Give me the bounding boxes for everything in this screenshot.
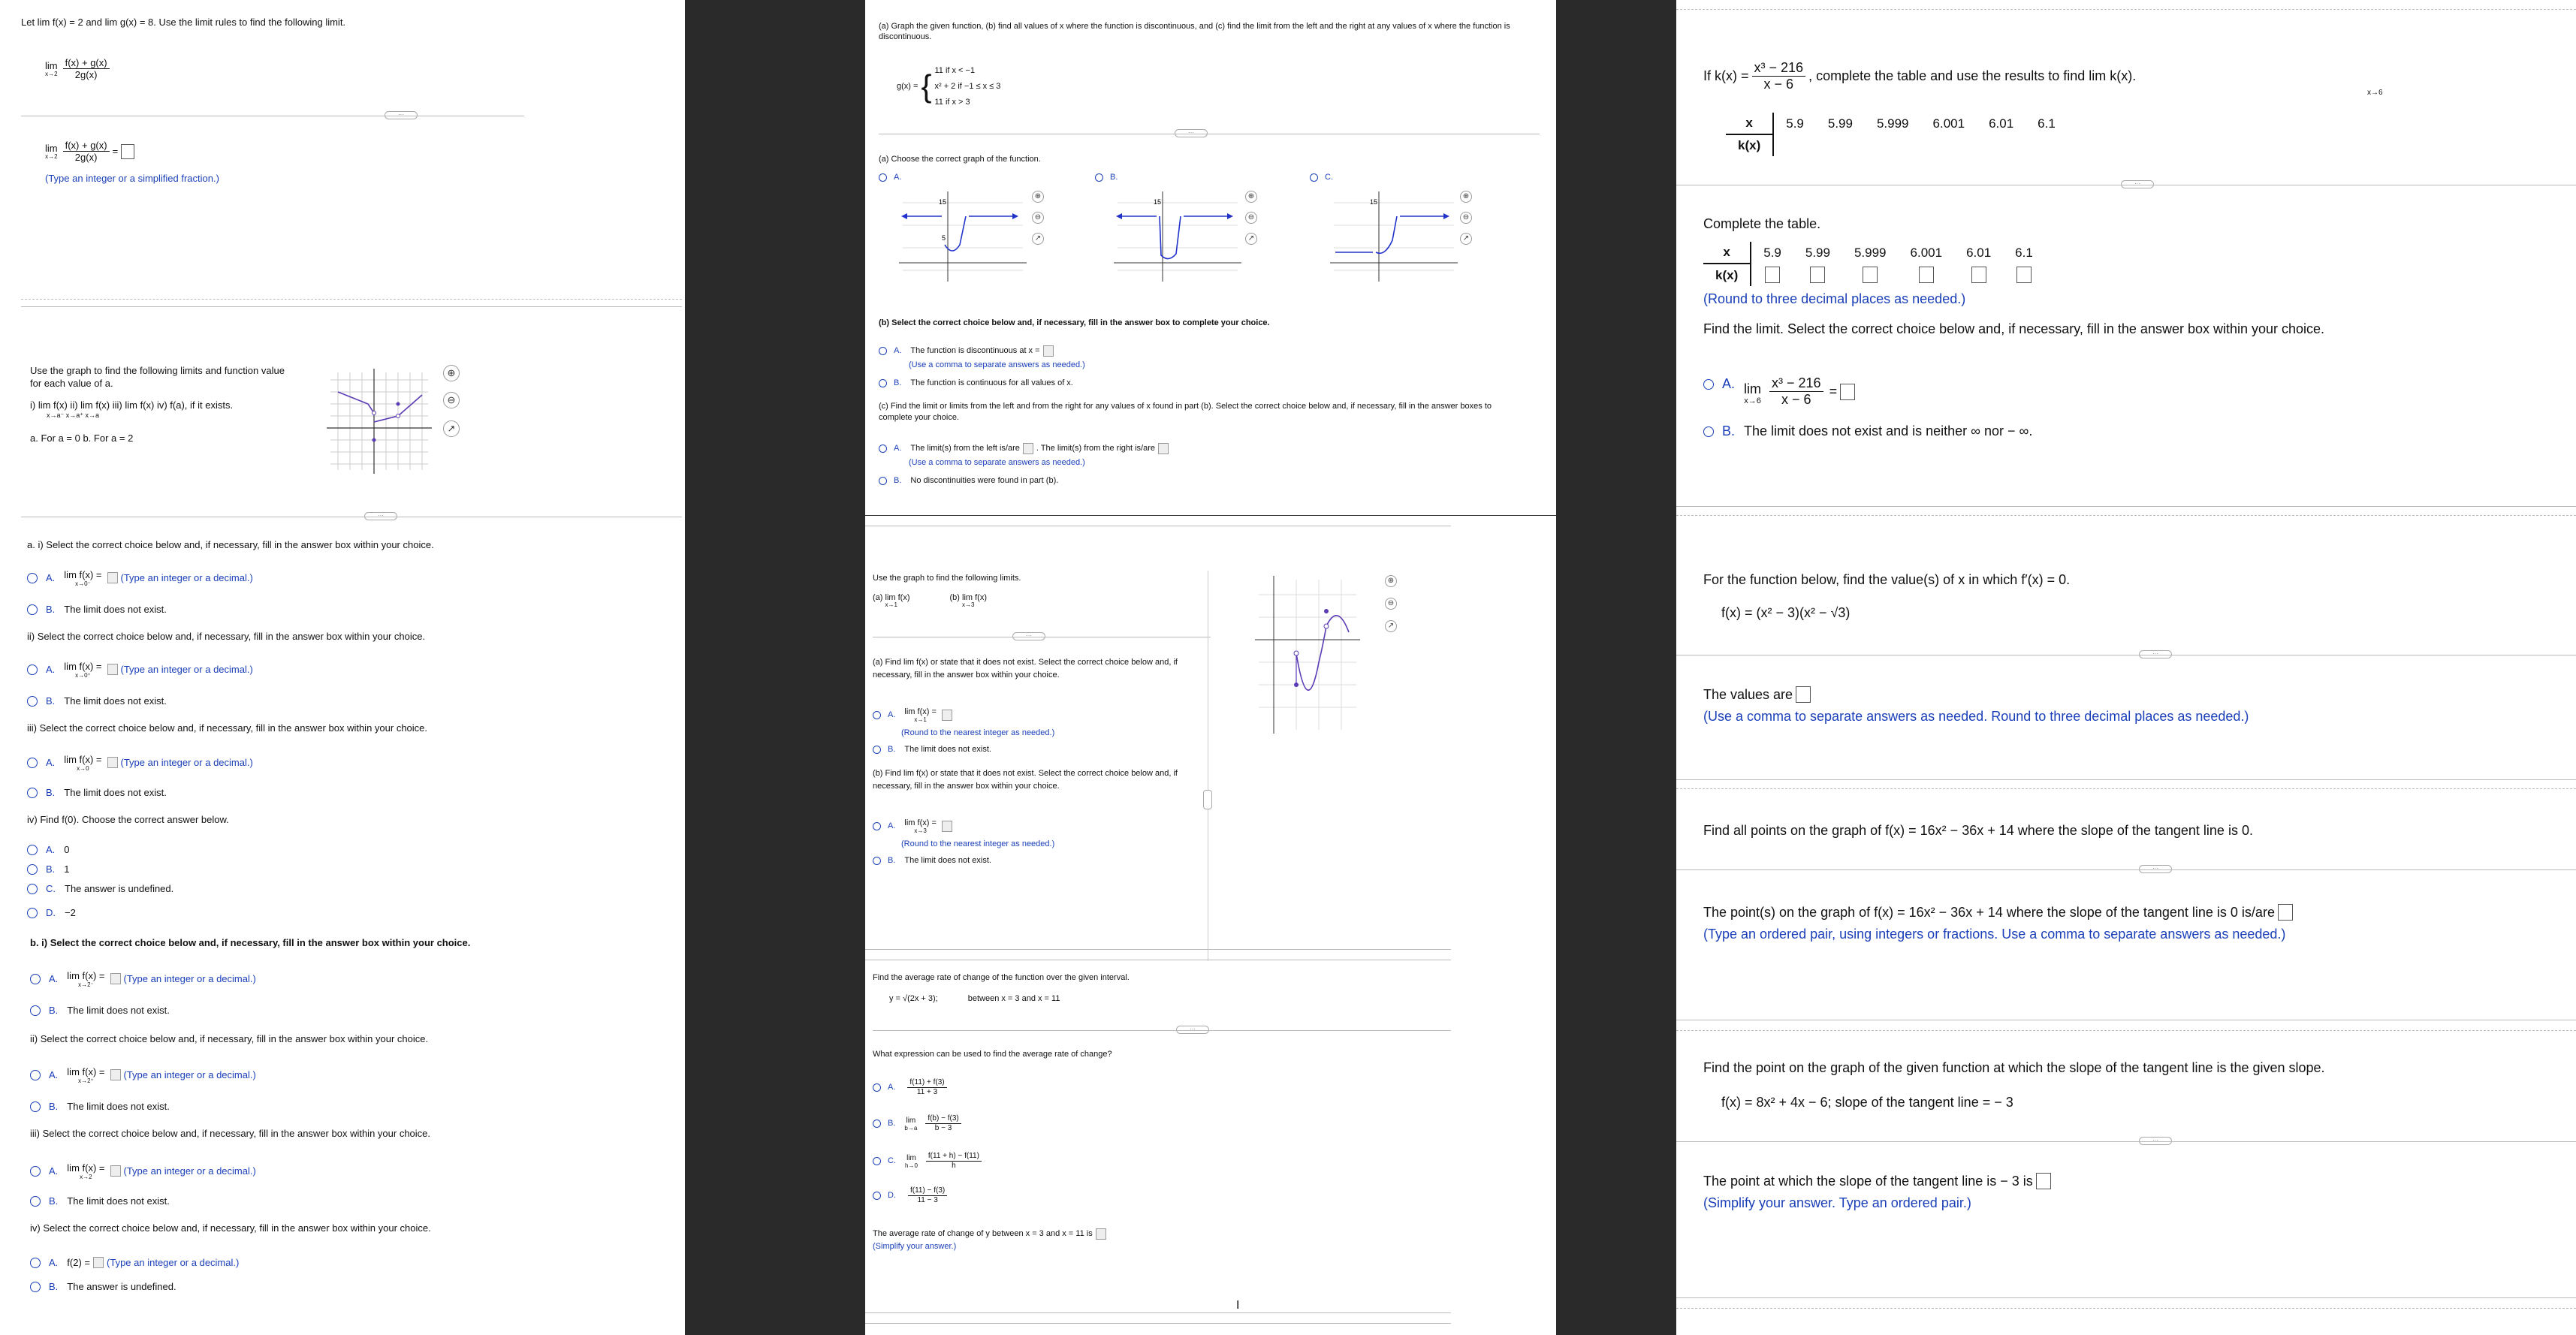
p3q2-answer-box[interactable]: [1796, 686, 1811, 703]
p2q1-c-option-a[interactable]: A. The limit(s) from the left is/are . The limit(s) from the right is/are: [879, 443, 1169, 454]
p2q3-option-a[interactable]: A. $\frac{f(11) + f(3)}{11 + 3}$: [873, 1078, 950, 1097]
k-box-1[interactable]: [1765, 267, 1780, 283]
b-iii-option-b[interactable]: B. The limit does not exist.: [30, 1195, 170, 1207]
p2q2-a-prompt: (a) Find lim f(x) or state that it does not exist. Select the correct choice below and, if necessary, fill in the answer box within your choice.: [873, 658, 1178, 680]
p3q2-intro: For the function below, find the value(s) of x in which f′(x) = 0.: [1703, 572, 2071, 587]
section-a-prompt: a. i) Select the correct choice below and, if necessary, fill in the answer box within your choice.: [27, 539, 434, 550]
b-i-option-a[interactable]: A. lim f(x) = x→2⁻ (Type an integer or a decimal.): [30, 970, 256, 988]
p2q1-c-option-b[interactable]: B. No discontinuities were found in part (b).: [879, 476, 1058, 486]
p2q3-answer-box[interactable]: [1096, 1228, 1106, 1240]
expand-button[interactable]: ···: [2139, 650, 2172, 658]
tick-label: 15: [1154, 198, 1162, 206]
q1-answer: lim x→2 $\frac{f(x) + g(x)}{2g(x)}$ =: [45, 140, 134, 163]
a-iii-prompt: iii) Select the correct choice below and, if necessary, fill in the answer box within your choice.: [27, 722, 428, 734]
p3q1-option-a[interactable]: A. lim x→6 $\frac{\text{x³ − 216}}{x - 6}$ =: [1703, 360, 1855, 408]
a-ii-prompt: ii) Select the correct choice below and, if necessary, fill in the answer box within your choice.: [27, 631, 426, 642]
b-iv-option-b[interactable]: B. The answer is undefined.: [30, 1281, 176, 1293]
p2q1-b-option-b[interactable]: B. The function is continuous for all values of x.: [879, 378, 1073, 388]
zoom-out-icon[interactable]: ⊖: [1385, 598, 1397, 610]
p3q1-find-limit: Find the limit. Select the correct choice below and, if necessary, fill in the answer box within your choice.: [1703, 321, 2325, 336]
a-iv-option-d[interactable]: D. −2: [27, 907, 76, 919]
b-iii-option-a[interactable]: A. lim f(x) = x→2 (Type an integer or a decimal.): [30, 1162, 256, 1180]
a-iii-option-b[interactable]: B. The limit does not exist.: [27, 787, 167, 799]
text-cursor-icon: I: [1236, 1299, 1240, 1312]
p2q2-b-option-b[interactable]: B. The limit does not exist.: [873, 856, 991, 866]
expand-button[interactable]: ···: [2121, 180, 2154, 188]
a-ii-option-a[interactable]: A. lim f(x) = x→0⁺ (Type an integer or a decimal.): [27, 661, 253, 679]
p2q1-intro: (a) Graph the given function, (b) find all values of x where the function is discontinuous, and (c) find the limit from the left and the right at any values of x where the function is discontinuous.: [879, 22, 1510, 42]
expand-button[interactable]: ···: [2139, 865, 2172, 873]
p2q2-intro: Use the graph to find the following limits.: [873, 574, 1021, 583]
p3q1-limit-box[interactable]: [1840, 384, 1855, 400]
zoom-in-icon[interactable]: ⊕: [1460, 191, 1472, 203]
q2-graph: [323, 365, 436, 478]
expand-button[interactable]: ···: [1012, 632, 1045, 640]
p2q1-c-prompt: (c) Find the limit or limits from the left and from the right for any values of x found in part (b). Select the correct choice below and, if necessary, fill in the answer boxes to complete your choice.: [879, 402, 1492, 422]
k-box-3[interactable]: [1863, 267, 1878, 283]
graph-c: [1326, 188, 1461, 285]
b-i-option-b[interactable]: B. The limit does not exist.: [30, 1005, 170, 1017]
b-iv-option-a[interactable]: A. f(2) = (Type an integer or a decimal.): [30, 1257, 239, 1269]
q1-expression: lim x→2 $\frac{f(x) + g(x)}{2g(x)}$: [45, 57, 113, 80]
resize-handle[interactable]: [1203, 790, 1212, 809]
p2q2-b-prompt: (b) Find lim f(x) or state that it does not exist. Select the correct choice below and, if necessary, fill in the answer box within your choice.: [873, 769, 1178, 791]
q1-answer-box[interactable]: [121, 144, 134, 159]
b-ii-option-b[interactable]: B. The limit does not exist.: [30, 1101, 170, 1113]
b-ii-option-a[interactable]: A. lim f(x) = x→2⁺ (Type an integer or a decimal.): [30, 1066, 256, 1084]
graph-option-a[interactable]: A.: [879, 173, 907, 182]
p2q1-a-prompt: (a) Choose the correct graph of the function.: [879, 155, 1041, 164]
graph-option-c[interactable]: C.: [1310, 173, 1339, 182]
p2q1-piecewise: g(x) = { 11 if x < −1 x² + 2 if −1 ≤ x ≤ 3 11 if x > 3: [897, 66, 1001, 107]
p2q3-option-b[interactable]: B. lim b→a $\frac{f(b) - f(3)}{b - 3}$: [873, 1114, 964, 1133]
p2q1-b-option-a[interactable]: A. The function is discontinuous at x =: [879, 345, 1054, 357]
expand-button[interactable]: ···: [364, 512, 397, 520]
a-iv-option-b[interactable]: B. 1: [27, 863, 70, 875]
p3q1-table: x 5.9 5.99 5.999 6.001 6.01 6.1 k(x): [1703, 242, 2045, 286]
a-ii-option-b[interactable]: B. The limit does not exist.: [27, 695, 167, 707]
k-box-2[interactable]: [1810, 267, 1825, 283]
p2q2-labels: (a) lim f(x) x→1 (b) lim f(x) x→3: [873, 593, 987, 608]
tick-label: 15: [939, 198, 947, 206]
p3q3-answer-box[interactable]: [2278, 904, 2293, 921]
graph-b: [1110, 188, 1245, 285]
panel-middle: (a) Graph the given function, (b) find all values of x where the function is discontinuous, and (c) find the limit from the left and the right at any values of x where the function is discontinuous. g(x) = { 11 if x < −1 x² + 2 if −1 ≤ x ≤ 3 11 if x > 3 ··· (a) Choose the correct graph of the function. A. B. C. 15 5 ⊕ ⊖ ↗ 15 ⊕ ⊖ ↗ 15 ⊕ ⊖ ↗ (b) Select the correct choice below and, if necessary, fill in the answer box to complete your choice. A. The function is discontinuous at x = (Use a comma to separate answers as needed.) B. The function is continuous for all values of x. (c) Find the limit or limits from the left and from the right for any values of x found in part (b). Select the correct choice below and, if necessary, fill in the answer boxes to complete your choice. A. The limit(s) from the left is/are . The limit(s) from the right is/are (Use a comma to separate answers as needed.) B. No discontinuities were found in part (b). Use the graph to find the following limits. (a) lim f(x) x→1 (b) lim f(x) x→3 ··· ⊕ ⊖ ↗ (a) Find lim f(x) or state that it does not exist. Select the correct choice below and, if necessary, fill in the answer box within your choice. A. lim f(x) = x→1 (Round to the nearest integer as needed.) B. The limit does not exist. (b) Find lim f(x) or state that it does not exist. Select the correct choice below and, if necessary, fill in the answer box within your choice. A. lim f(x) = x→3 (Round to the nearest integer as needed.) B. The limit does not exist. Find the average rate of change of the function over the given interval. y = √(2x + 3); between x = 3 and x = 11 ··· What expression can be used to find the average rate of change? A. $\frac{f(11) + f(3)}{11 + 3}$ B. lim b→a $\frac{f(b) - f(3)}{b - 3}$ C. lim h→0 $\frac{f(11 + h) - f(11)}{h}$ D. $\frac{f(11) - f(3)}{11 - 3}$ The average rate of change of y between x = 3 and x = 11 is (Simplify your answer.) I: [865, 0, 1556, 1335]
external-link-icon[interactable]: ↗: [443, 420, 460, 437]
a-iii-option-a[interactable]: A. lim f(x) = x→0 (Type an integer or a decimal.): [27, 754, 253, 772]
graph-a: [895, 188, 1030, 285]
graph-option-b[interactable]: B.: [1095, 173, 1124, 182]
p2q2-b-option-a[interactable]: A. lim f(x) = x→3: [873, 818, 952, 834]
k-box-5[interactable]: [1971, 267, 1986, 283]
zoom-out-icon[interactable]: ⊖: [443, 392, 460, 408]
p2q3-option-d[interactable]: D. $\frac{f(11) - f(3)}{11 - 3}$: [873, 1186, 950, 1205]
tick-label: 15: [1370, 198, 1378, 206]
b-ii-prompt: ii) Select the correct choice below and, if necessary, fill in the answer box within your choice.: [30, 1033, 429, 1044]
a-iv-prompt: iv) Find f(0). Choose the correct answer below.: [27, 814, 229, 825]
q2-intro: Use the graph to find the following limits and function value for each value of a. i) lim f(x) ii) lim f(x) iii) lim f(x) iv) f(a), if it exists. x→a⁻ x→a⁺ x→a a. For a = 0 b. For a = 2: [30, 365, 285, 444]
p2q3-result: The average rate of change of y between x = 3 and x = 11 is: [873, 1228, 1106, 1240]
panel-right: If k(x) = $\frac{\text{x³ − 216}}{x - 6}$ , complete the table and use the results to find lim k(x). x→6 x 5.9 5.99 5.999 6.001 6.01 6.1 k(x) ··· Complete the table. x 5.9 5.99 5.999 6.001 6.01 6.1 k(x) (Round to three decimal places as needed.) Find the limit. Select the correct choice below and, if necessary, fill in the answer box within your choice. A. lim x→6 $\frac{\text{x³ − 216}}{x - 6}$ = B. The limit does not exist and is neither ∞ nor − ∞. For the function below, find the value(s) of x in which f′(x) = 0. f(x) = (x² − 3)(x² − √3) ··· The values are (Use a comma to separate answers as needed. Round to three decimal places as needed.) Find all points on the graph of f(x) = 16x² − 36x + 14 where the slope of the tangent line is 0. ··· The point(s) on the graph of f(x) = 16x² − 36x + 14 where the slope of the tangent line is 0 is/are (Type an ordered pair, using integers or fractions. Use a comma to separate answers as needed.) Find the point on the graph of the given function at which the slope of the tangent line is the given slope. f(x) = 8x² + 4x − 6; slope of the tangent line = − 3 ··· The point at which the slope of the tangent line is − 3 is (Simplify your answer. Type an ordered pair.): [1676, 0, 2576, 1335]
p3q2-answer: The values are: [1703, 686, 1811, 703]
p3q4-answer: The point at which the slope of the tangent line is − 3 is: [1703, 1173, 2051, 1189]
zoom-out-icon[interactable]: ⊖: [1245, 212, 1257, 224]
expand-button[interactable]: ···: [1175, 129, 1208, 137]
p2q2-a-option-a[interactable]: A. lim f(x) = x→1: [873, 707, 952, 723]
a-iv-option-a[interactable]: A. 0: [27, 844, 70, 856]
q1-hint: (Type an integer or a simplified fraction.): [45, 173, 219, 184]
dark-gutter-left: [685, 0, 865, 1335]
p2q3-prompt: What expression can be used to find the average rate of change?: [873, 1050, 1112, 1059]
p2q1-b-prompt: (b) Select the correct choice below and, if necessary, fill in the answer box to complete your choice.: [879, 318, 1270, 327]
zoom-in-icon[interactable]: ⊕: [1245, 191, 1257, 203]
p3q3-answer: The point(s) on the graph of f(x) = 16x² − 36x + 14 where the slope of the tangent line is 0 is/are: [1703, 904, 2293, 921]
p3q1-complete: Complete the table.: [1703, 216, 1821, 231]
a-iv-option-c[interactable]: C. The answer is undefined.: [27, 883, 173, 895]
p3q4-intro: Find the point on the graph of the given function at which the slope of the tangent line is the given slope.: [1703, 1060, 2325, 1075]
k-box-4[interactable]: [1919, 267, 1934, 283]
a-i-option-a[interactable]: A. lim f(x) = x→0⁻ (Type an integer or a decimal.): [27, 569, 253, 587]
dark-gutter-right: [1556, 0, 1676, 1335]
p3q4-function: f(x) = 8x² + 4x − 6; slope of the tangent line = − 3: [1721, 1095, 2013, 1110]
p2q2-a-option-b[interactable]: B. The limit does not exist.: [873, 745, 991, 755]
external-link-icon[interactable]: ↗: [1032, 233, 1044, 245]
zoom-in-icon[interactable]: ⊕: [1032, 191, 1044, 203]
p2q3-option-c[interactable]: C. lim h→0 $\frac{f(11 + h) - f(11)}{h}$: [873, 1152, 985, 1171]
external-link-icon[interactable]: ↗: [1385, 620, 1397, 632]
b-iii-prompt: iii) Select the correct choice below and, if necessary, fill in the answer box within your choice.: [30, 1128, 431, 1139]
zoom-out-icon[interactable]: ⊖: [1460, 212, 1472, 224]
p2q3-function: y = √(2x + 3); between x = 3 and x = 11: [889, 994, 1060, 1003]
zoom-in-icon[interactable]: ⊕: [1385, 575, 1397, 587]
p3q1-intro: If k(x) = $\frac{\text{x³ − 216}}{x - 6}$ , complete the table and use the results to find lim k(x).: [1703, 60, 2137, 92]
expand-button[interactable]: ···: [2139, 1137, 2172, 1145]
section-b-prompt: b. i) Select the correct choice below and, if necessary, fill in the answer box within your choice.: [30, 937, 471, 948]
zoom-in-icon[interactable]: ⊕: [443, 365, 460, 381]
expand-button[interactable]: ···: [385, 111, 418, 119]
expand-button[interactable]: ···: [1176, 1026, 1209, 1034]
p2q3-intro: Find the average rate of change of the function over the given interval.: [873, 973, 1130, 982]
zoom-out-icon[interactable]: ⊖: [1032, 212, 1044, 224]
p3q4-answer-box[interactable]: [2036, 1173, 2051, 1189]
p2q2-graph: [1251, 572, 1364, 737]
p3q1-table-header: x 5.9 5.99 5.999 6.001 6.01 6.1 k(x): [1726, 113, 2068, 156]
k-box-6[interactable]: [2016, 267, 2032, 283]
q1-intro: Let lim f(x) = 2 and lim g(x) = 8. Use the limit rules to find the following limit.: [21, 17, 346, 28]
b-iv-prompt: iv) Select the correct choice below and, if necessary, fill in the answer box within your choice.: [30, 1222, 431, 1234]
tick-label: 5: [942, 234, 946, 242]
external-link-icon[interactable]: ↗: [1460, 233, 1472, 245]
a-i-option-b[interactable]: B. The limit does not exist.: [27, 604, 167, 616]
p3q2-function: f(x) = (x² − 3)(x² − √3): [1721, 605, 1851, 620]
external-link-icon[interactable]: ↗: [1245, 233, 1257, 245]
p3q3-intro: Find all points on the graph of f(x) = 16x² − 36x + 14 where the slope of the tangent line is 0.: [1703, 823, 2253, 838]
p3q1-option-b[interactable]: B. The limit does not exist and is neither ∞ nor − ∞.: [1703, 423, 2032, 439]
